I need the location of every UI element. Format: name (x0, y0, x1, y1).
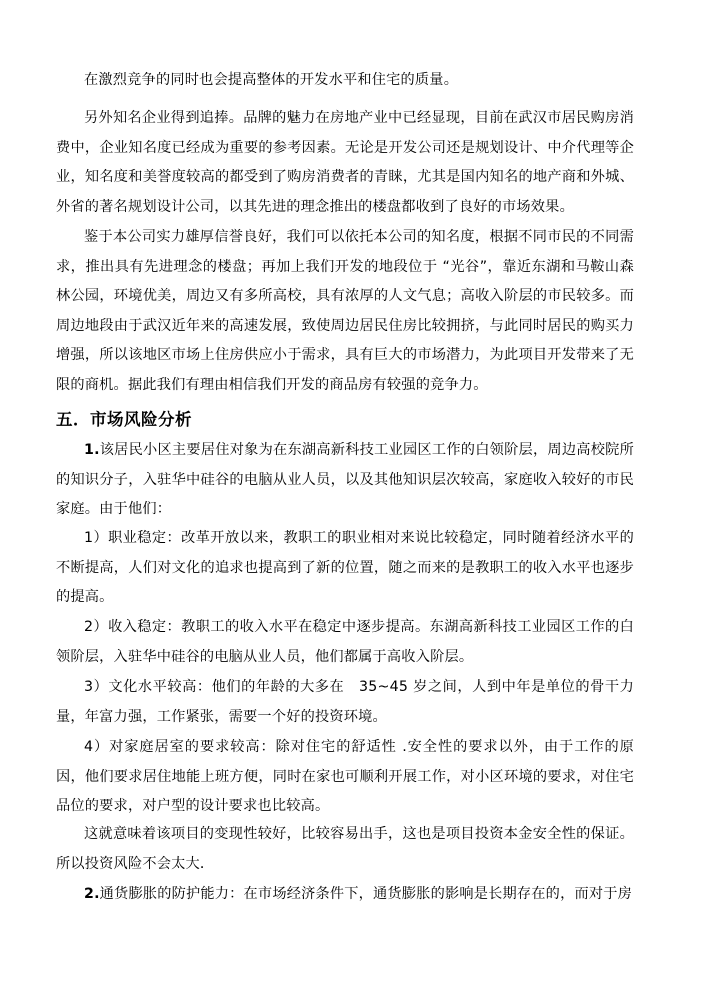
paragraph-text: 另外知名企业得到追捧。品牌的魅力在房地产业中已经显现，目前在武汉市居民购房消费中，企业知名度已经成为重要的参考因素。无论是开发公司还是规划设计、中介代理等企业，知名度和美誉度较高的都受到了购房消费者的青睐，尤其是国内知名的地产商和外城、外省的著名规划设计公司，以其先进的理念推出的楼盘都收到了良好的市场效果。 (56, 110, 634, 215)
item-2-inflation-protection (56, 880, 634, 910)
section-heading: 五．市场风险分析 (56, 410, 192, 429)
paragraph-brand-reputation (56, 104, 634, 222)
sub-item-text: 3）文化水平较高：他们的年龄的大多在 35~45 岁之间，人到中年是单位的骨干力量，年富力强，工作紧张，需要一个好的投资环境。 (56, 679, 634, 725)
item-1-target-residents (56, 436, 634, 525)
sub-item-text: 2）收入稳定：教职工的收入水平在稳定中逐步提高。东湖高新科技工业园区工作的白领阶层，入驻华中硅谷的电脑从业人员，他们都属于高收入阶层。 (56, 619, 634, 665)
paragraph-text: 这就意味着该项目的变现性较好，比较容易出手，这也是项目投资本金安全性的保证。所以投资风险不会太大． (56, 826, 634, 872)
item-text: 通货膨胀的防护能力：在市场经济条件下，通货膨胀的影响是长期存在的，而对于房 (99, 886, 633, 902)
paragraph-competition-quality (56, 66, 634, 96)
sub-item-education-level (56, 673, 634, 732)
item-number: 2. (84, 886, 100, 902)
paragraph-text: 鉴于本公司实力雄厚信誉良好，我们可以依托本公司的知名度，根据不同市民的不同需求，推出具有先进理念的楼盘；再加上我们开发的地段位于 “光谷”，靠近东湖和马鞍山森林公园，环境优美，周边又有多所高校，具有浓厚的人文气息；高收入阶层的市民较多。而周边地段由于武汉近年来的高速发展，致使周边居民住房比较拥挤，与此同时居民的购买力增强，所以该地区市场上住房供应小于需求，具有巨大的市场潜力，为此项目开发带来了无限的商机。据此我们有理由相信我们开发的商品房有较强的竞争力。 (56, 229, 634, 393)
sub-item-income-stability (56, 613, 634, 672)
sub-item-text: 1）职业稳定：改革开放以来，教职工的职业相对来说比较稳定，同时随着经济水平的不断提高，人们对文化的追求也提高到了新的位置，随之而来的是教职工的收入水平也逐步的提高。 (56, 530, 634, 605)
sub-item-job-stability (56, 524, 634, 613)
item-text: 该居民小区主要居住对象为在东湖高新科技工业园区工作的白领阶层，周边高校院所的知识分子，入驻华中硅谷的电脑从业人员，以及其他知识层次较高，家庭收入较好的市民家庭。由于他们： (56, 442, 634, 517)
sub-item-housing-requirements (56, 733, 634, 822)
paragraph-text: 在激烈竞争的同时也会提高整体的开发水平和住宅的质量。 (84, 72, 459, 88)
paragraph-company-advantage (56, 223, 634, 400)
sub-item-text: 4）对家庭居室的要求较高：除对住宅的舒适性 .安全性的要求以外，由于工作的原因，他们要求居住地能上班方便，同时在家也可顺利开展工作，对小区环境的要求，对住宅品位的要求，对户型的设计要求也比较高。 (56, 739, 634, 814)
paragraph-conclusion (56, 820, 634, 879)
item-number: 1. (84, 442, 100, 458)
